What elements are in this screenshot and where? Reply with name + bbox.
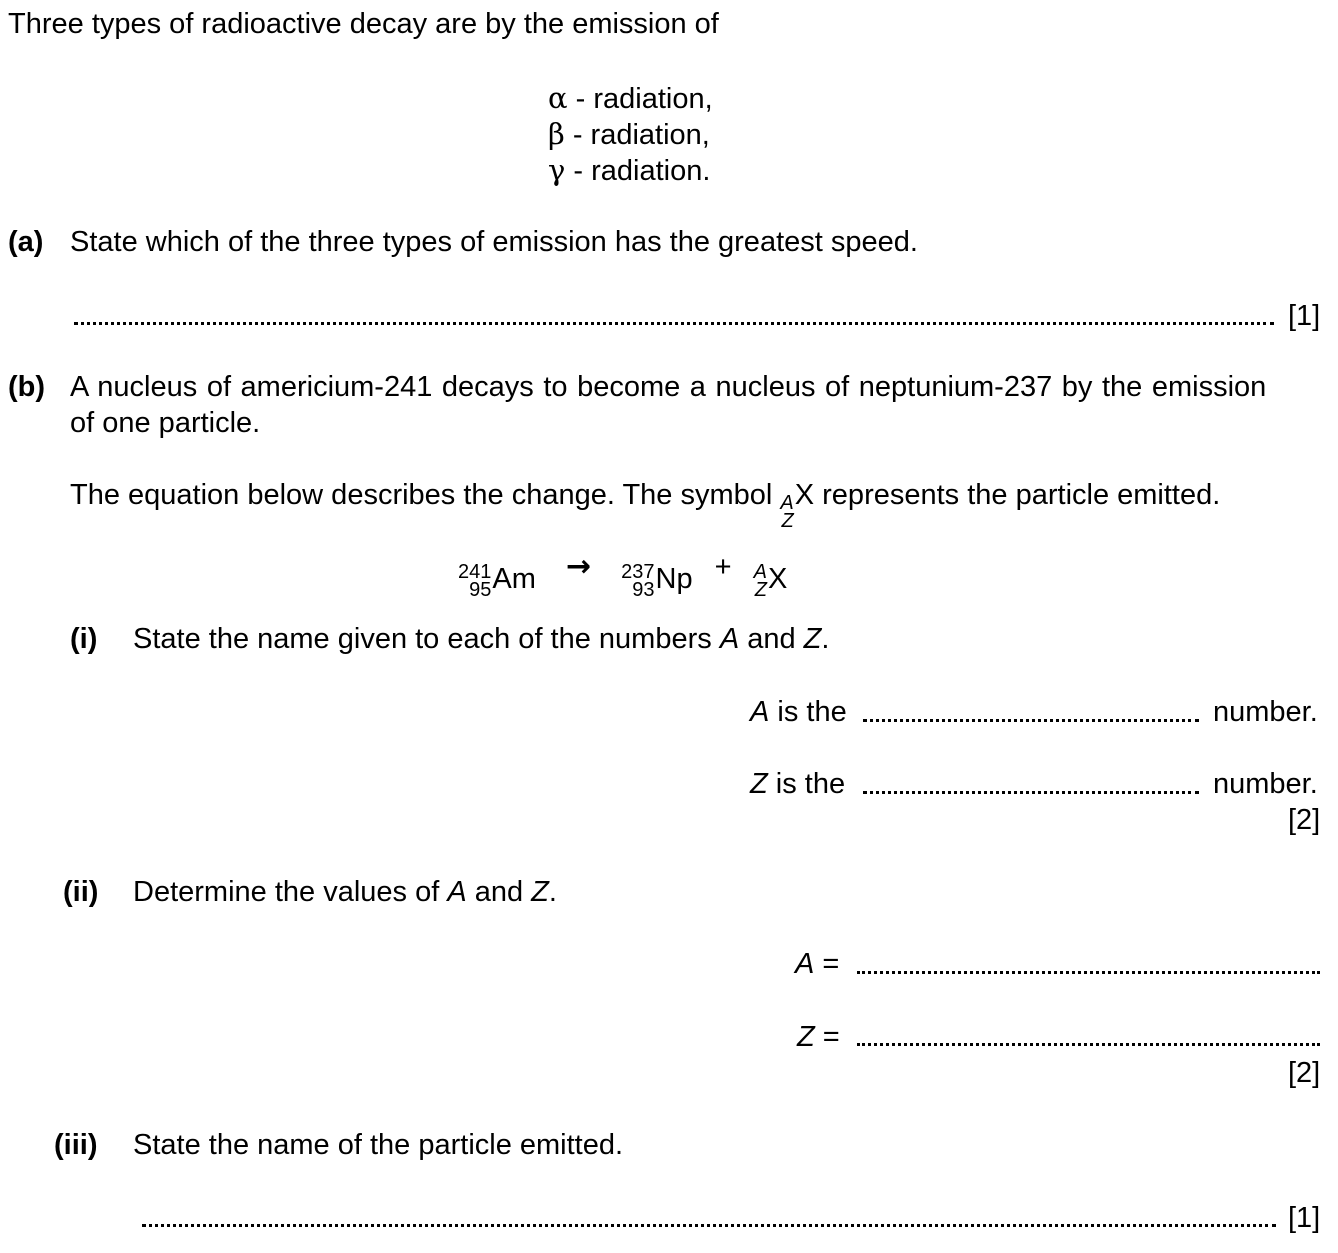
equation-intro-before: The equation below describes the change. The symbol [70, 479, 781, 511]
part-b-line2: of one particle. [70, 407, 261, 439]
particle-symbol-Z: Z [781, 510, 794, 532]
intro-text: Three types of radioactive decay are by the emission of [8, 8, 719, 40]
part-a-question: State which of the three types of emission has the greatest speed. [70, 226, 918, 258]
neptunium-isotope [621, 561, 693, 601]
z-number-word: number. [1213, 768, 1318, 800]
neptunium-mass-number: 237 [621, 561, 655, 583]
sub-ii-question-Z: Z [531, 876, 549, 908]
sub-ii-question-end: . [548, 876, 557, 908]
gamma-symbol: γ [548, 153, 566, 187]
sub-i-marks: [2] [1288, 804, 1321, 836]
sub-i-label: (i) [70, 623, 98, 655]
z-equals-var: Z [797, 1021, 815, 1053]
sub-i-question-end: . [821, 623, 830, 655]
z-equals-label [797, 1023, 840, 1052]
sub-ii-marks: [2] [1288, 1057, 1321, 1089]
a-is-the-var: A [750, 696, 770, 728]
neptunium-numbers [621, 563, 654, 599]
nuclear-equation [458, 549, 788, 601]
beta-symbol: β [548, 117, 565, 151]
a-value-answer-line[interactable] [857, 971, 1320, 974]
sub-ii-question [133, 878, 557, 907]
americium-mass-number: 241 [458, 561, 492, 583]
a-number-word: number. [1213, 696, 1318, 728]
equation-intro [70, 479, 1221, 532]
z-value-answer-line[interactable] [857, 1043, 1320, 1046]
americium-symbol: Am [492, 562, 536, 595]
reaction-arrow: → [565, 549, 592, 584]
z-is-the-label [750, 770, 845, 799]
particle-symbol: X [768, 562, 788, 595]
a-name-answer-line[interactable] [863, 719, 1199, 722]
a-equals-sign: = [814, 948, 840, 980]
radiation-gamma-text: - radiation. [565, 155, 711, 187]
plus-sign: + [714, 551, 732, 583]
alpha-symbol: α [548, 81, 568, 115]
particle-numbers [754, 563, 767, 599]
a-is-the-text: is the [769, 696, 847, 728]
sub-iii-marks: [1] [1288, 1202, 1321, 1234]
z-is-the-text: is the [767, 768, 846, 800]
radiation-alpha-text: - radiation, [567, 83, 713, 115]
z-is-the-var: Z [750, 768, 768, 800]
particle-mass-number: A [753, 561, 767, 583]
sub-i-question-A: A [719, 623, 740, 655]
sub-iii-question: State the name of the particle emitted. [133, 1129, 624, 1161]
americium-isotope [458, 561, 536, 601]
radiation-gamma [548, 153, 711, 187]
sub-iii-label: (iii) [54, 1129, 98, 1161]
z-equals-sign: = [814, 1021, 840, 1053]
americium-numbers [458, 563, 491, 599]
radiation-alpha [548, 81, 713, 115]
sub-i-question-before: State the name given to each of the numbers [133, 623, 720, 655]
part-a-answer-line[interactable] [74, 322, 1274, 325]
neptunium-symbol: Np [655, 562, 693, 595]
particle-isotope [753, 561, 788, 601]
sub-ii-question-A: A [447, 876, 467, 908]
sub-i-question [133, 625, 829, 654]
sub-i-question-and: and [739, 623, 804, 655]
sub-ii-question-before: Determine the values of [133, 876, 448, 908]
americium-atomic-number: 95 [469, 579, 492, 601]
part-b-label: (b) [8, 371, 46, 403]
part-b-line1: A nucleus of americium-241 decays to become a nucleus of neptunium-237 by the emission [70, 371, 1267, 403]
a-equals-label [795, 950, 839, 979]
equation-intro-after: X represents the particle emitted. [794, 479, 1221, 511]
neptunium-atomic-number: 93 [632, 579, 655, 601]
a-is-the-label [750, 698, 847, 727]
radiation-beta [548, 117, 710, 151]
part-a-marks: [1] [1288, 300, 1321, 332]
sub-ii-question-and: and [466, 876, 532, 908]
a-equals-var: A [795, 948, 815, 980]
sub-iii-answer-line[interactable] [142, 1224, 1276, 1227]
radiation-beta-text: - radiation, [564, 119, 710, 151]
z-name-answer-line[interactable] [863, 791, 1199, 794]
particle-symbol-stack [780, 494, 793, 530]
part-a-label: (a) [8, 226, 44, 258]
particle-symbol-A: A [780, 492, 794, 514]
sub-ii-label: (ii) [63, 876, 99, 908]
sub-i-question-Z: Z [803, 623, 822, 655]
particle-atomic-number: Z [754, 579, 767, 601]
